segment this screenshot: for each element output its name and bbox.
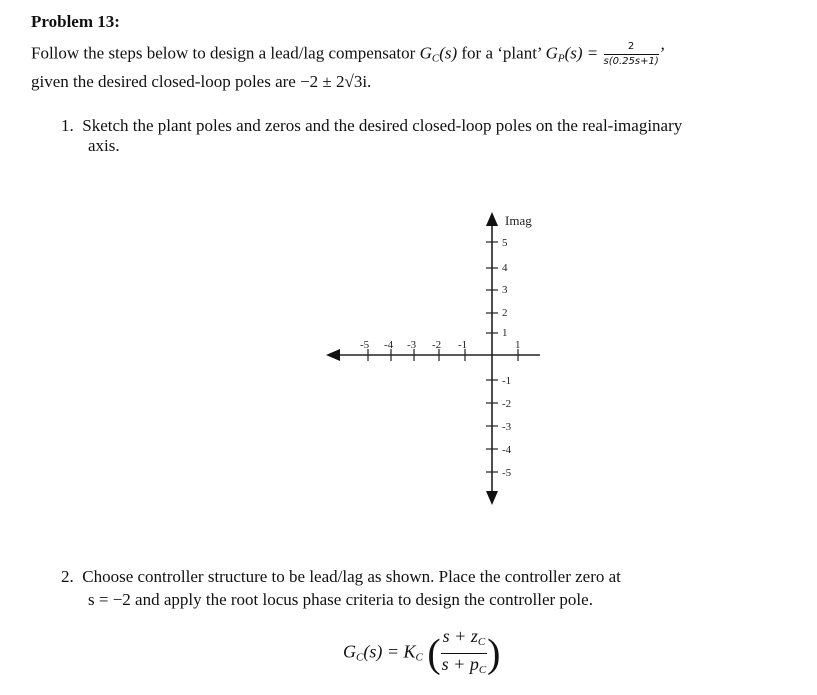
gp-arg: (s) = bbox=[564, 43, 599, 63]
imag-label: Imag bbox=[505, 213, 532, 228]
eq-lhs-sub: C bbox=[356, 651, 364, 664]
label-x-neg5: -5 bbox=[360, 339, 370, 351]
gc-arg: (s) bbox=[439, 43, 458, 63]
gp-symbol: G bbox=[545, 43, 558, 63]
eq-fraction bbox=[441, 626, 488, 681]
label-y-neg2: -2 bbox=[502, 398, 512, 410]
eq-numerator bbox=[441, 626, 488, 654]
eq-lhs: G bbox=[343, 641, 356, 662]
imag-axis-up-arrow bbox=[486, 212, 498, 226]
gc-symbol: G bbox=[419, 43, 432, 63]
real-axis-left-arrow bbox=[326, 349, 340, 361]
label-y-1: 1 bbox=[502, 327, 508, 339]
step-2-text: Choose controller structure to be lead/lag as shown. Place the controller zero at bbox=[82, 567, 621, 586]
plant-denominator: s(0.25s+1) bbox=[603, 56, 659, 67]
label-x-1: 1 bbox=[515, 339, 521, 351]
gc-sub: C bbox=[431, 52, 440, 65]
step-1-text: Sketch the plant poles and zeros and the desired closed-loop poles on the real-imaginary bbox=[82, 116, 683, 135]
label-y-5: 5 bbox=[502, 237, 508, 249]
intro-line-2: given the desired closed-loop poles are −2 ± 2√3i. bbox=[31, 72, 372, 91]
label-x-neg1: -1 bbox=[458, 339, 468, 351]
eq-num-sub: C bbox=[477, 636, 486, 648]
step-2-line-1 bbox=[61, 567, 621, 587]
label-y-neg4: -4 bbox=[502, 444, 512, 456]
intro-line1-end: ’ bbox=[659, 43, 666, 63]
eq-den-text: s + p bbox=[441, 654, 479, 674]
label-x-neg2: -2 bbox=[432, 339, 442, 351]
step-2-number: 2. bbox=[61, 567, 74, 586]
label-x-neg4: -4 bbox=[384, 339, 394, 351]
eq-gain: K bbox=[403, 641, 416, 662]
label-y-neg1: -1 bbox=[502, 375, 512, 387]
imag-axis-down-arrow bbox=[486, 491, 498, 505]
gp-sub: P bbox=[557, 52, 565, 65]
label-x-neg3: -3 bbox=[407, 339, 417, 351]
eq-gain-sub: C bbox=[415, 651, 423, 664]
intro-text-b: for a ‘plant’ bbox=[457, 43, 546, 63]
eq-denominator bbox=[441, 654, 488, 681]
label-y-4: 4 bbox=[502, 262, 508, 274]
controller-equation bbox=[343, 626, 501, 681]
label-y-neg3: -3 bbox=[502, 421, 512, 433]
intro-text-a: Follow the steps below to design a lead/lag compensator bbox=[31, 43, 420, 63]
right-paren: ) bbox=[487, 630, 501, 676]
label-y-neg5: -5 bbox=[502, 467, 512, 479]
problem-title: Problem 13: bbox=[31, 12, 120, 31]
step-1-number: 1. bbox=[61, 116, 74, 135]
eq-num-text: s + z bbox=[442, 626, 478, 646]
label-y-3: 3 bbox=[502, 284, 508, 296]
label-y-2: 2 bbox=[502, 307, 508, 319]
left-paren: ( bbox=[427, 630, 441, 676]
eq-den-sub: C bbox=[478, 664, 487, 676]
step-1-line-2: axis. bbox=[88, 136, 120, 155]
plant-numerator: 2 bbox=[604, 41, 659, 55]
eq-lhs-arg: (s) = bbox=[363, 641, 404, 662]
step-2-line-2: s = −2 and apply the root locus phase criteria to design the controller pole. bbox=[88, 590, 593, 609]
